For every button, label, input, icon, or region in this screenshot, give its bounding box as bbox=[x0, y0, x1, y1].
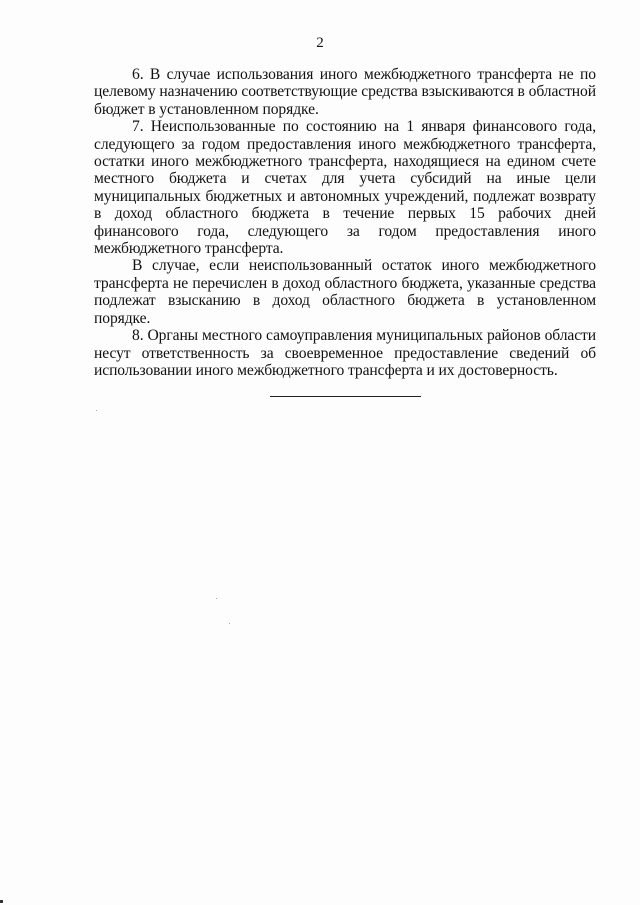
scan-speck bbox=[96, 410, 97, 411]
paragraph-7-continuation: В случае, если неиспользованный остаток иного межбюджетного трансферта не перечислен в доход областного бюджета, указанные средства подлежат взысканию в доход областного бюджета в установленном порядке. bbox=[94, 257, 596, 327]
paragraph-7: 7. Неиспользованные по состоянию на 1 января финансового года, следующего за годом предоставления иного межбюджетного трансферта, остатки иного межбюджетного трансферта, находящиеся на едином счете местного бюджета и счетах для учета субсидий на иные цели муниципальных бюджетных и автономных учреждений, подлежат возврату в доход областного бюджета в течение первых 15 рабочих дней финансового года, следующего за годом предоставления иного межбюджетного трансферта. bbox=[94, 118, 596, 258]
scan-speck bbox=[216, 598, 217, 599]
end-of-text-rule bbox=[270, 396, 421, 397]
page-number: 2 bbox=[316, 35, 324, 51]
paragraph-6: 6. В случае использования иного межбюджетного трансферта не по целевому назначению соответствующие средства взыскиваются в областной бюджет в установленном порядке. bbox=[94, 66, 596, 118]
paragraph-8: 8. Органы местного самоуправления муниципальных районов области несут ответственность за своевременное предоставление сведений об использовании иного межбюджетного трансферта и их достоверность. bbox=[94, 327, 596, 379]
scan-speck bbox=[229, 623, 230, 624]
document-body bbox=[94, 66, 596, 379]
scan-corner-mark bbox=[0, 900, 3, 903]
